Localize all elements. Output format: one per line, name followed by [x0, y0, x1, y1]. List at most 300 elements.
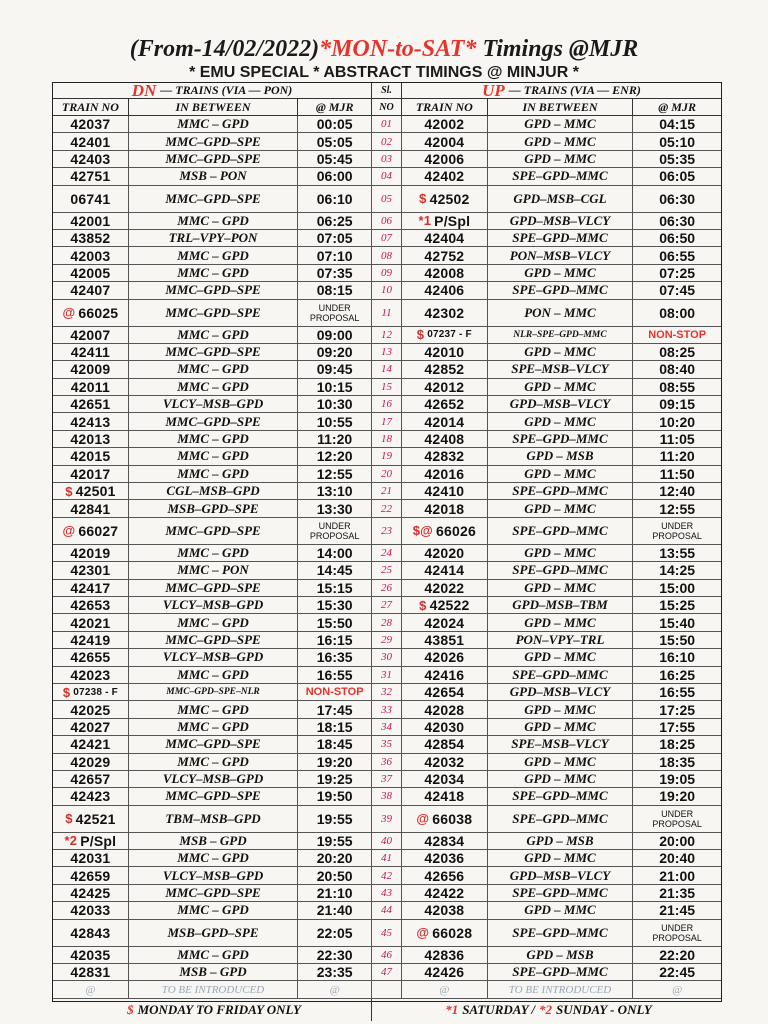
- departure-time: 14:00: [316, 545, 353, 561]
- departure-time: 06:10: [316, 190, 353, 207]
- train-prefix-mark: *2: [64, 833, 78, 849]
- table-row: [53, 754, 721, 771]
- departure-time: 06:30: [659, 212, 696, 229]
- up-train-cell: [402, 736, 488, 752]
- departure-time: 18:15: [316, 718, 353, 735]
- departure-time: 19:50: [316, 788, 353, 805]
- train-number: 07237 - F: [427, 329, 472, 341]
- up-train-cell: [402, 649, 488, 665]
- page-title: [0, 32, 768, 66]
- dn-route-cell: VLCY–MSB–GPD: [129, 396, 298, 412]
- up-train-cell: [402, 684, 488, 700]
- dn-time-cell: [298, 518, 372, 544]
- up-train-cell: [402, 580, 488, 596]
- dn-time-cell: [298, 379, 372, 395]
- dn-time-cell: [298, 116, 372, 132]
- up-route-cell: GPD – MMC: [488, 580, 634, 596]
- under-proposal-label: UNDER PROPOSAL: [309, 520, 360, 541]
- up-train-cell: [402, 116, 488, 132]
- departure-time: 17:55: [659, 718, 696, 735]
- table-row: [53, 806, 721, 833]
- up-train-cell: [402, 344, 488, 360]
- serial-number: 26: [372, 580, 402, 596]
- departure-time: 10:30: [316, 396, 353, 413]
- train-number: 42411: [70, 344, 110, 361]
- serial-number: 03: [372, 151, 402, 167]
- dn-time-cell: [298, 396, 372, 412]
- dn-route-cell: VLCY–MSB–GPD: [129, 649, 298, 665]
- up-time-cell: [633, 867, 721, 883]
- train-number: 42021: [70, 614, 111, 631]
- table-row: [53, 614, 721, 631]
- table-row: [53, 518, 721, 545]
- dn-train-cell: [53, 379, 129, 395]
- up-time-cell: [633, 116, 721, 132]
- train-number: 42005: [70, 264, 111, 281]
- up-time-cell: [633, 466, 721, 482]
- train-number: 42025: [70, 701, 111, 718]
- train-number: 42035: [70, 946, 111, 963]
- dn-train-cell: [53, 230, 129, 246]
- dollar-symbol: $: [127, 1002, 134, 1018]
- departure-time: 20:20: [316, 850, 353, 867]
- train-number: 42403: [70, 150, 111, 167]
- serial-number: 34: [372, 719, 402, 735]
- up-route-cell: SPE–GPD–MMC: [488, 920, 634, 946]
- up-time-cell: [633, 947, 721, 963]
- up-train-cell: [402, 947, 488, 963]
- dn-time-cell: [298, 649, 372, 665]
- train-number: 42418: [424, 788, 465, 805]
- departure-time: 10:55: [316, 413, 353, 430]
- dn-train-cell: [53, 684, 129, 700]
- departure-time: 22:20: [659, 946, 696, 963]
- up-train-cell: [402, 168, 488, 184]
- dn-train-cell: [53, 614, 129, 630]
- serial-number: 01: [372, 116, 402, 132]
- dn-time-cell: [298, 361, 372, 377]
- dn-train-cell: [53, 736, 129, 752]
- up-route-cell: SPE–GPD–MMC: [488, 964, 634, 980]
- dn-time-cell: [298, 247, 372, 263]
- table-row: [53, 282, 721, 299]
- departure-time: 13:30: [316, 500, 353, 517]
- dn-time-cell: [298, 168, 372, 184]
- up-time-cell: [633, 701, 721, 717]
- dn-time-cell: [298, 282, 372, 298]
- departure-time: 19:25: [316, 771, 353, 788]
- dn-time-cell: [298, 580, 372, 596]
- serial-number: 36: [372, 754, 402, 770]
- up-time-cell: [633, 213, 721, 229]
- under-proposal-label: UNDER PROPOSAL: [652, 922, 702, 943]
- dn-train-cell: [53, 806, 129, 832]
- departure-time: 15:50: [316, 614, 353, 631]
- up-code: UP: [482, 83, 505, 98]
- departure-time: 08:00: [659, 304, 696, 321]
- train-number: 42419: [70, 631, 111, 648]
- footer-weekday-text: MONDAY TO FRIDAY ONLY: [137, 1002, 301, 1018]
- dn-train-cell: [53, 545, 129, 561]
- table-row: [53, 133, 721, 150]
- up-route-cell: GPD–MSB–VLCY: [488, 396, 634, 412]
- train-number: 42006: [424, 150, 465, 167]
- up-time-cell: [633, 964, 721, 980]
- serial-number: 21: [372, 483, 402, 499]
- sunday-text: SUNDAY - ONLY: [556, 1002, 652, 1018]
- serial-number: 09: [372, 265, 402, 281]
- footer-weekend-note: [372, 999, 721, 1021]
- dn-train-cell: [53, 500, 129, 516]
- serial-number: 18: [372, 431, 402, 447]
- dn-train-cell: [53, 186, 129, 212]
- dn-train-cell: [53, 300, 129, 326]
- table-row: [53, 947, 721, 964]
- table-row: [53, 151, 721, 168]
- train-number: 42417: [70, 579, 111, 596]
- up-time-cell: [633, 684, 721, 700]
- departure-time: 11:20: [317, 431, 353, 448]
- up-train-cell: [402, 562, 488, 578]
- dn-route-cell: MMC–GPD–SPE: [129, 885, 298, 901]
- train-number: 42028: [424, 701, 465, 718]
- up-time-cell: [633, 448, 721, 464]
- serial-number: 13: [372, 344, 402, 360]
- dn-route-cell: MMC – GPD: [129, 667, 298, 683]
- departure-time: 22:30: [316, 946, 353, 963]
- up-route-cell: GPD – MMC: [488, 379, 634, 395]
- serial-number: 19: [372, 448, 402, 464]
- train-number: 42423: [70, 788, 111, 805]
- train-number: 42015: [70, 448, 111, 465]
- dn-time-cell: [298, 562, 372, 578]
- train-number: 42301: [70, 562, 111, 579]
- dn-time-cell: [298, 265, 372, 281]
- table-row: [53, 964, 721, 981]
- departure-time: 05:35: [659, 150, 696, 167]
- departure-time: 06:55: [659, 247, 696, 264]
- up-time-cell: [633, 614, 721, 630]
- up-train-cell: [402, 282, 488, 298]
- dn-time-cell: [298, 133, 372, 149]
- dn-route-cell: MSB – GPD: [129, 833, 298, 849]
- serial-number: 14: [372, 361, 402, 377]
- train-number: 42004: [424, 133, 465, 150]
- up-train-cell: [402, 396, 488, 412]
- table-row: [53, 632, 721, 649]
- train-number: 42037: [70, 116, 111, 133]
- departure-time: 09:00: [316, 326, 353, 343]
- up-time-cell: [633, 719, 721, 735]
- up-route-cell: GPD–MSB–VLCY: [488, 213, 634, 229]
- train-prefix-mark: $: [419, 191, 427, 207]
- table-row: [53, 327, 721, 344]
- train-prefix-mark: @: [416, 811, 430, 827]
- up-time-cell: [633, 518, 721, 544]
- train-number: 43851: [424, 631, 465, 648]
- up-time-cell: [633, 413, 721, 429]
- up-route-cell: PON – MMC: [488, 300, 634, 326]
- dn-in-between-header: IN BETWEEN: [129, 99, 298, 115]
- dn-time-cell: [298, 867, 372, 883]
- up-time-cell: [633, 850, 721, 866]
- up-time-cell: [633, 361, 721, 377]
- saturday-mark: *1: [445, 1002, 459, 1018]
- train-number: 42014: [424, 413, 465, 430]
- up-time-cell: [633, 186, 721, 212]
- up-route-cell: GPD – MMC: [488, 754, 634, 770]
- dn-route-cell: MMC – GPD: [129, 947, 298, 963]
- up-train-cell: [402, 788, 488, 804]
- departure-time: 15:50: [659, 631, 696, 648]
- up-route-cell: GPD – MMC: [488, 850, 634, 866]
- train-prefix-mark: $@: [412, 523, 434, 539]
- up-route-cell: SPE–GPD–MMC: [488, 562, 634, 578]
- up-group-label: — TRAINS (VIA — ENR): [508, 83, 641, 97]
- dn-train-cell: [53, 719, 129, 735]
- table-row: [53, 168, 721, 185]
- dn-train-cell: [53, 947, 129, 963]
- dn-train-cell: [53, 850, 129, 866]
- train-number: 42854: [424, 736, 465, 753]
- dn-route-cell: MMC – GPD: [129, 902, 298, 918]
- dn-time-cell: [298, 300, 372, 326]
- departure-time: 20:40: [659, 850, 696, 867]
- dn-time-cell: [298, 500, 372, 516]
- departure-time: 14:25: [659, 562, 696, 579]
- up-time-cell: [633, 500, 721, 516]
- departure-time: 04:15: [659, 116, 696, 133]
- train-number: 42852: [424, 361, 465, 378]
- up-time-cell: [633, 788, 721, 804]
- train-number: 42031: [70, 850, 111, 867]
- under-proposal-label: UNDER PROPOSAL: [652, 520, 702, 541]
- train-number: 42007: [70, 326, 111, 343]
- up-time-cell: [633, 133, 721, 149]
- departure-time: 15:00: [659, 579, 696, 596]
- departure-time: 15:15: [316, 579, 353, 596]
- train-number: 42426: [424, 964, 465, 981]
- train-prefix-mark: $: [419, 597, 427, 613]
- dn-time-cell: [298, 545, 372, 561]
- up-route-cell: SPE–GPD–MMC: [488, 282, 634, 298]
- serial-number: 12: [372, 327, 402, 343]
- dn-train-cell: [53, 562, 129, 578]
- train-number: 42843: [70, 924, 111, 941]
- dn-time-cell: [298, 483, 372, 499]
- train-number: 42652: [424, 396, 465, 413]
- dn-train-cell: [53, 247, 129, 263]
- serial-number: 41: [372, 850, 402, 866]
- serial-number: 04: [372, 168, 402, 184]
- train-number: 42836: [424, 946, 465, 963]
- up-train-cell: [402, 413, 488, 429]
- serial-number: 27: [372, 597, 402, 613]
- table-row: [53, 379, 721, 396]
- table-row: [53, 736, 721, 753]
- up-time-cell: [633, 920, 721, 946]
- train-number: 42834: [424, 832, 465, 849]
- table-row: [53, 788, 721, 805]
- up-time-cell: [633, 885, 721, 901]
- train-number: 42410: [424, 483, 465, 500]
- up-route-cell: GPD – MSB: [488, 947, 634, 963]
- train-number: 42011: [70, 378, 110, 395]
- timetable-rows: [53, 116, 721, 1021]
- train-number: 42522: [429, 597, 470, 614]
- train-number: 42032: [424, 753, 465, 770]
- under-proposal-label: UNDER PROPOSAL: [652, 808, 702, 829]
- train-number: 42020: [424, 545, 465, 561]
- dn-time-cell: [298, 719, 372, 735]
- up-in-between-header: IN BETWEEN: [488, 99, 634, 115]
- train-number: 07238 - F: [73, 686, 118, 698]
- train-number: 42408: [424, 431, 465, 448]
- up-train-cell: [402, 247, 488, 263]
- table-row: [53, 213, 721, 230]
- departure-time: 20:00: [659, 832, 696, 849]
- dn-route-cell: MSB–GPD–SPE: [129, 500, 298, 516]
- train-number: 42013: [70, 431, 111, 448]
- table-row: [53, 771, 721, 788]
- up-route-cell: SPE–GPD–MMC: [488, 431, 634, 447]
- up-train-cell: [402, 448, 488, 464]
- dn-time-cell: [298, 466, 372, 482]
- departure-time: 16:35: [316, 649, 353, 666]
- serial-number: 31: [372, 667, 402, 683]
- dn-train-cell: [53, 597, 129, 613]
- dn-train-cell: [53, 964, 129, 980]
- train-number: 42018: [424, 500, 465, 517]
- departure-time: 18:25: [659, 736, 696, 753]
- departure-time: 21:00: [659, 867, 696, 884]
- departure-time: 12:20: [316, 448, 353, 465]
- dn-time-cell: [298, 151, 372, 167]
- up-train-cell: [402, 483, 488, 499]
- dn-train-cell: [53, 327, 129, 343]
- up-route-cell: SPE–GPD–MMC: [488, 168, 634, 184]
- up-train-cell: [402, 701, 488, 717]
- table-row: [53, 719, 721, 736]
- dn-route-cell: MMC–GPD–SPE: [129, 632, 298, 648]
- table-row: [53, 667, 721, 684]
- departure-time: 09:45: [316, 361, 353, 378]
- train-number: 42502: [429, 190, 470, 207]
- up-intro-between: TO BE INTRODUCED: [488, 981, 634, 998]
- dn-time-cell: [298, 947, 372, 963]
- up-train-cell: [402, 361, 488, 377]
- serial-number: 24: [372, 545, 402, 561]
- up-train-cell: [402, 920, 488, 946]
- departure-time: 21:10: [316, 885, 353, 902]
- departure-time: 16:10: [659, 649, 696, 666]
- up-route-cell: GPD – MMC: [488, 133, 634, 149]
- dn-train-cell: [53, 632, 129, 648]
- dn-route-cell: MMC–GPD–SPE: [129, 518, 298, 544]
- departure-time: 07:05: [316, 230, 353, 247]
- up-train-cell: [402, 964, 488, 980]
- train-number: 42656: [424, 867, 465, 884]
- train-number: 42022: [424, 579, 465, 596]
- serial-number: 47: [372, 964, 402, 980]
- dn-time-cell: [298, 213, 372, 229]
- train-number: 42831: [70, 964, 111, 981]
- train-number: 42029: [70, 753, 111, 770]
- train-number: 42024: [424, 614, 465, 631]
- dn-route-cell: MMC–GPD–SPE: [129, 282, 298, 298]
- sunday-mark: *2: [539, 1002, 553, 1018]
- serial-number: 30: [372, 649, 402, 665]
- departure-time: 10:15: [316, 378, 353, 395]
- dn-route-cell: MMC–GPD–SPE–NLR: [129, 684, 298, 700]
- departure-time: 16:55: [659, 684, 696, 701]
- up-time-cell: [633, 597, 721, 613]
- up-train-cell: [402, 545, 488, 561]
- table-row: [53, 562, 721, 579]
- departure-time: 07:45: [659, 282, 696, 299]
- table-row: [53, 684, 721, 701]
- up-train-cell: [402, 151, 488, 167]
- dn-train-cell: [53, 133, 129, 149]
- table-row: [53, 344, 721, 361]
- departure-time: 13:10: [316, 483, 353, 500]
- up-route-cell: GPD–MSB–TBM: [488, 597, 634, 613]
- departure-time: 15:40: [659, 614, 696, 631]
- dn-train-cell: [53, 667, 129, 683]
- departure-time: 16:55: [316, 666, 353, 683]
- dn-intro-train: @: [53, 981, 129, 998]
- departure-time: 19:55: [316, 810, 353, 827]
- up-time-cell: [633, 344, 721, 360]
- departure-time: 08:15: [316, 282, 353, 299]
- page-subtitle: * EMU SPECIAL * ABSTRACT TIMINGS @ MINJUR *: [189, 64, 579, 81]
- departure-time: 06:05: [659, 168, 696, 185]
- serial-number: 33: [372, 701, 402, 717]
- up-train-cell: [402, 265, 488, 281]
- up-intro-train: @: [402, 981, 488, 998]
- up-route-cell: GPD – MMC: [488, 265, 634, 281]
- table-row: [53, 300, 721, 327]
- up-time-cell: [633, 327, 721, 343]
- train-number: 42651: [70, 396, 111, 413]
- up-time-cell: [633, 483, 721, 499]
- up-route-cell: GPD – MMC: [488, 466, 634, 482]
- departure-time: 14:45: [316, 562, 353, 579]
- serial-number: 17: [372, 413, 402, 429]
- up-group-header: [402, 83, 721, 98]
- dn-train-cell: [53, 116, 129, 132]
- footer-legend: [53, 999, 721, 1021]
- dn-route-cell: MMC–GPD–SPE: [129, 344, 298, 360]
- serial-number: 37: [372, 771, 402, 787]
- up-train-cell: [402, 667, 488, 683]
- dn-route-cell: TBM–MSB–GPD: [129, 806, 298, 832]
- table-row: [53, 361, 721, 378]
- dn-at-mjr-header: @ MJR: [298, 99, 372, 115]
- dn-route-cell: MMC–GPD–SPE: [129, 300, 298, 326]
- departure-time: 15:25: [659, 597, 696, 614]
- dn-intro-time: @: [298, 981, 372, 998]
- dn-train-cell: [53, 213, 129, 229]
- dn-route-cell: MMC – GPD: [129, 213, 298, 229]
- dn-route-cell: MMC–GPD–SPE: [129, 788, 298, 804]
- train-number: 66038: [432, 810, 473, 827]
- up-train-cell: [402, 466, 488, 482]
- dn-train-cell: [53, 902, 129, 918]
- departure-time: 19:55: [316, 832, 353, 849]
- dn-time-cell: [298, 902, 372, 918]
- table-row: [53, 580, 721, 597]
